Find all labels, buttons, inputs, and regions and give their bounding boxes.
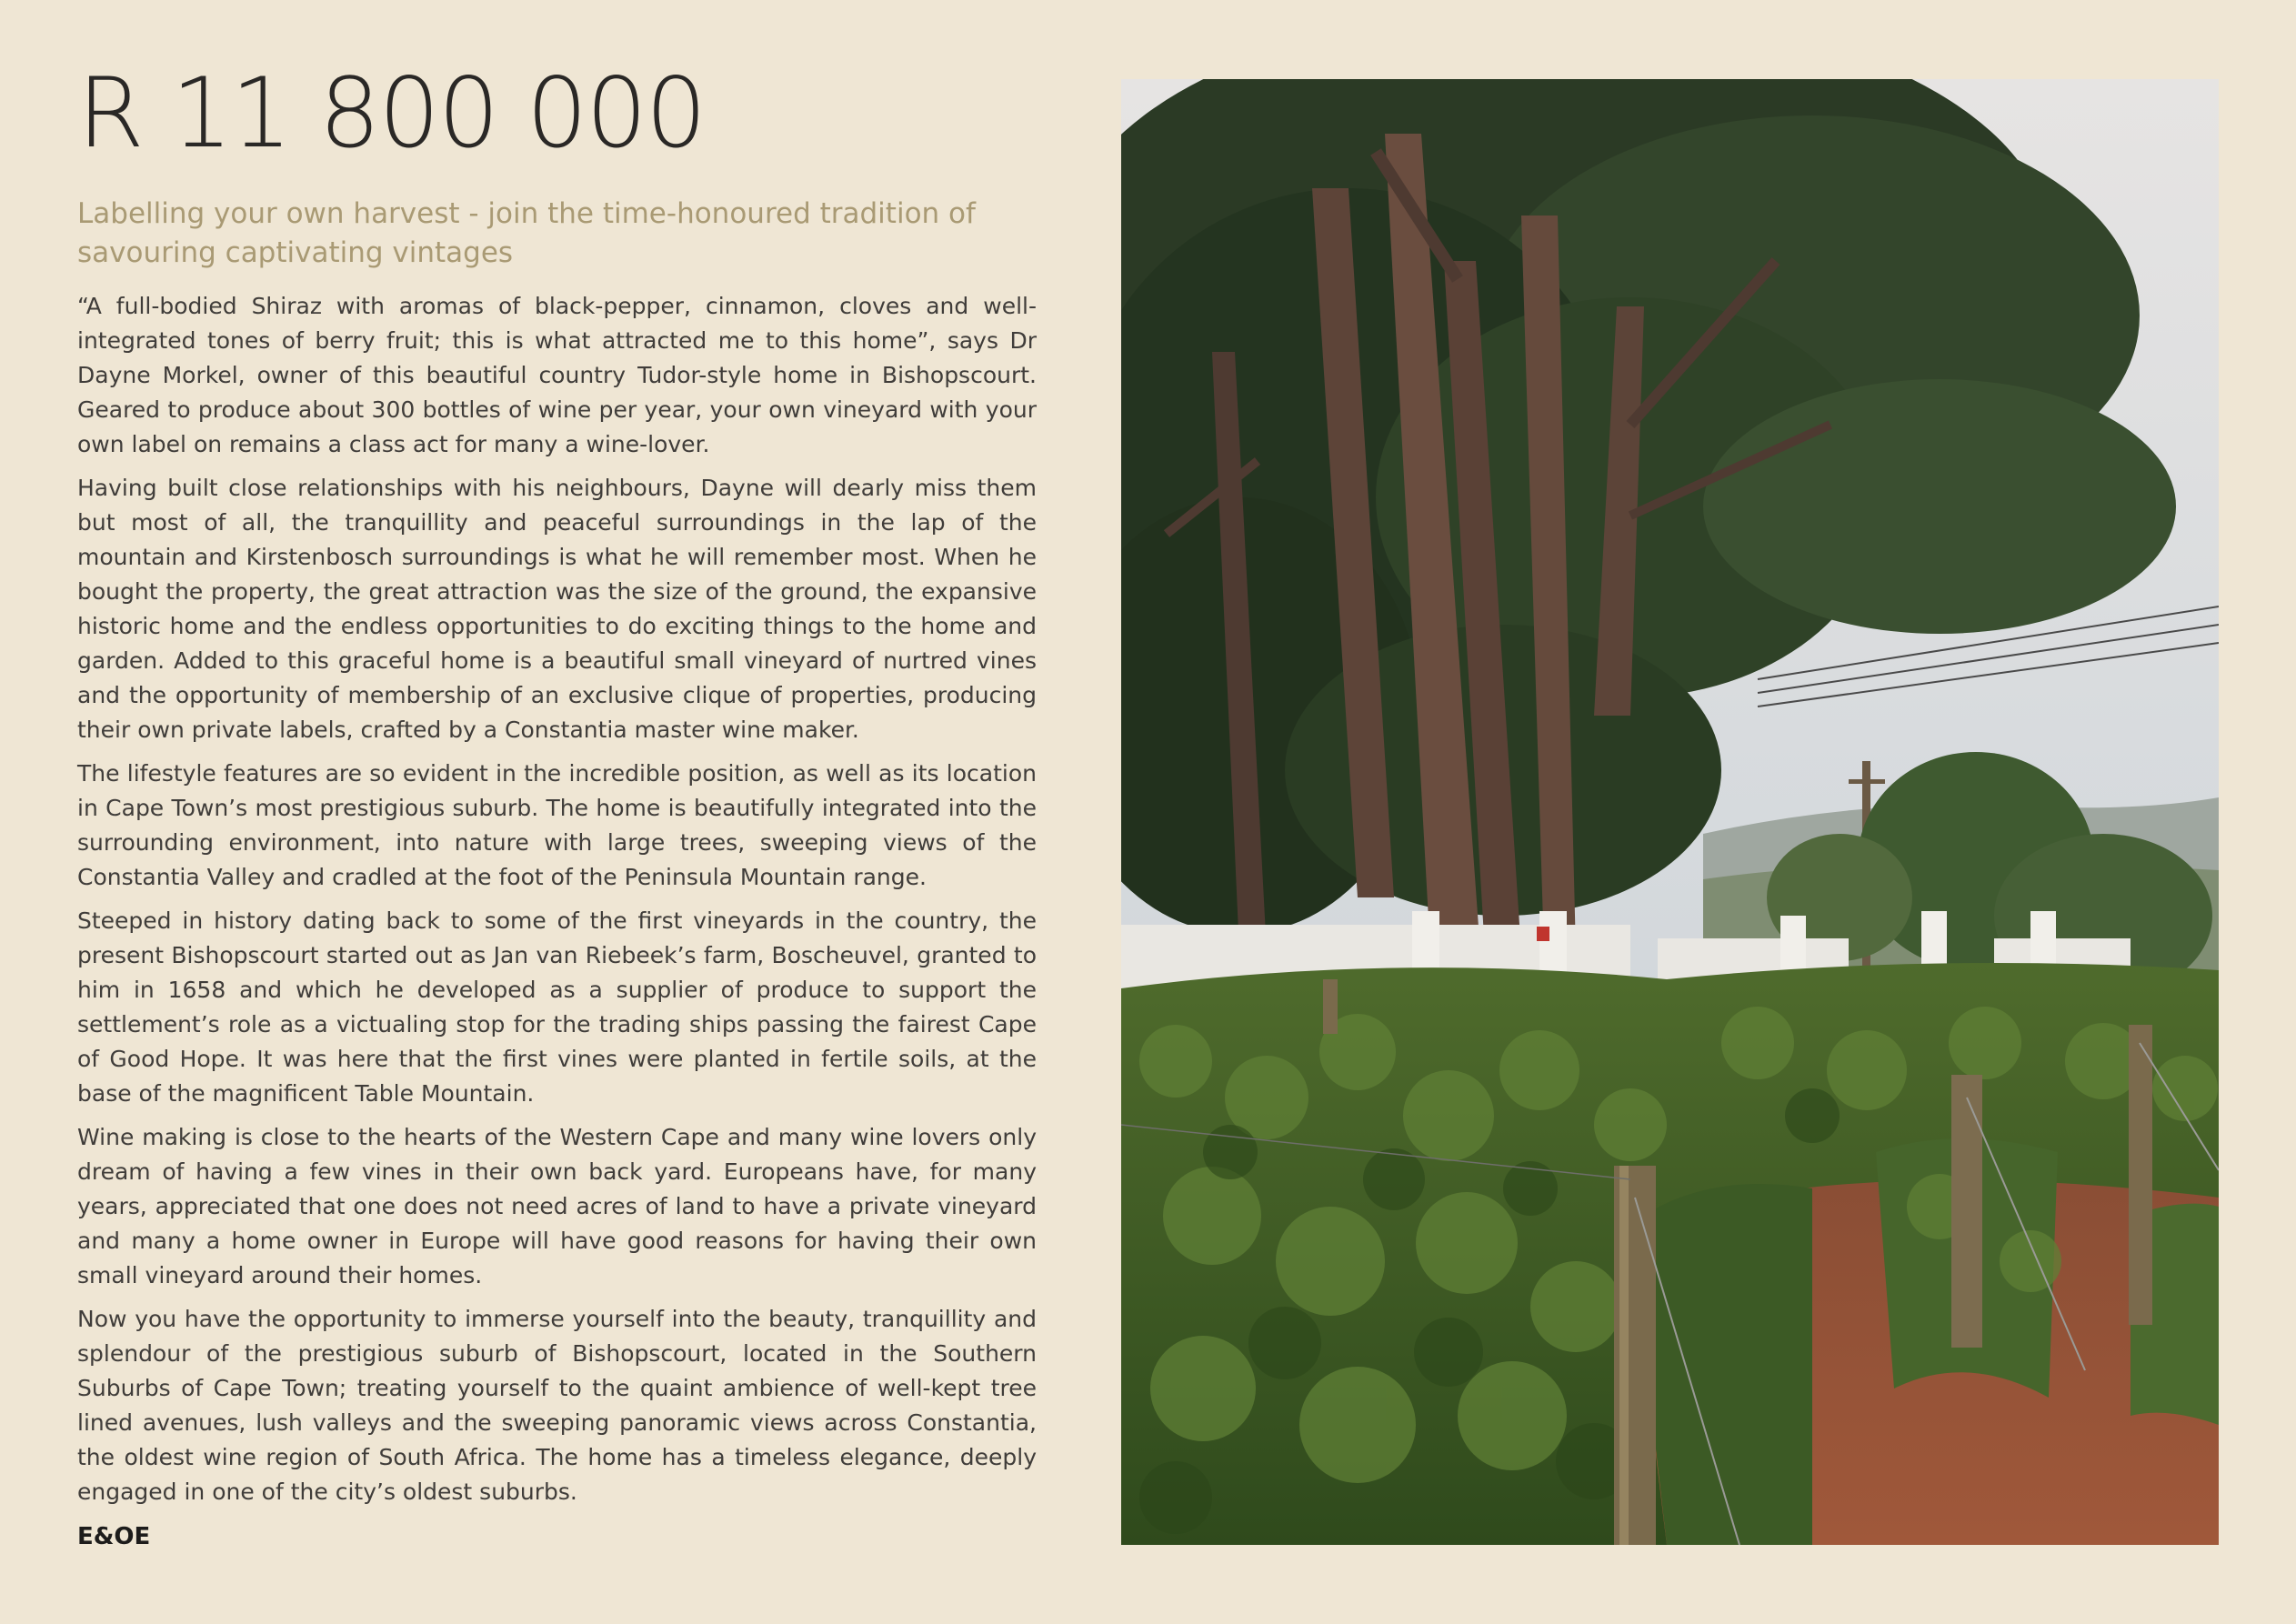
body-paragraph: The lifestyle features are so evident in the incredible position, as well as its location in Cape Town’s most prestigious suburb. The home is beautifully integrated into the surrounding environment, into nature with large trees, sweeping views of the Constantia Valley and cradled at the foot of the Peninsula Mountain range. <box>77 760 1037 890</box>
body-paragraph: “A full-bodied Shiraz with aromas of black-pepper, cinnamon, cloves and well-integrated tones of berry fruit; this is what attracted me to this home”, says Dr Dayne Morkel, owner of this beautiful country Tudor-style home in Bishopscourt. Geared to produce about 300 bottles of wine per year, your own vineyard with your own label on remains a class act for many a wine-lover. <box>77 293 1037 457</box>
listing-subtitle: Labelling your own harvest - join the time-honoured tradition of savouring captivating vintages <box>77 197 976 269</box>
body-paragraph: Having built close relationships with his neighbours, Dayne will dearly miss them but most of all, the tranquillity and peaceful surroundings in the lap of the mountain and Kirstenbosch surroundings is what he will remember most. When he bought the property, the great attraction was the size of the ground, the expansive historic home and the endless opportunities to do exciting things to the home and garden. Added to this graceful home is a beautiful small vineyard of nurtred vines and the opportunity of membership of an exclusive clique of properties, producing their own private labels, crafted by a Constantia master wine maker. <box>77 475 1037 743</box>
listing-price: R 11 800 000 <box>77 57 706 169</box>
eoe-disclaimer: E&OE <box>77 1523 151 1550</box>
vineyard-photo <box>1121 79 2219 1545</box>
body-paragraph: Steeped in history dating back to some of the first vineyards in the country, the present Bishopscourt started out as Jan van Riebeek’s farm, Boscheuvel, granted to him in 1658 and which he developed as a supplier of produce to support the settlement’s role as a victualing stop for the trading ships passing the fairest Cape of Good Hope. It was here that the first vines were planted in fertile soils, at the base of the magnificent Table Mountain. <box>77 907 1037 1107</box>
body-paragraph: Now you have the opportunity to immerse yourself into the beauty, tranquillity and splendour of the prestigious suburb of Bishopscourt, located in the Southern Suburbs of Cape Town; treating yourself to the quaint ambience of well-kept tree lined avenues, lush valleys and the sweeping panoramic views across Constantia, the oldest wine region of South Africa. The home has a timeless elegance, deeply engaged in one of the city’s oldest suburbs. <box>77 1306 1037 1505</box>
listing-text-column <box>77 55 1037 1582</box>
body-paragraph: Wine making is close to the hearts of the Western Cape and many wine lovers only dream of having a few vines in their own back yard. Europeans have, for many years, appreciated that one does not need acres of land to have a private vineyard and many a home owner in Europe will have good reasons for having their own small vineyard around their homes. <box>77 1124 1037 1288</box>
